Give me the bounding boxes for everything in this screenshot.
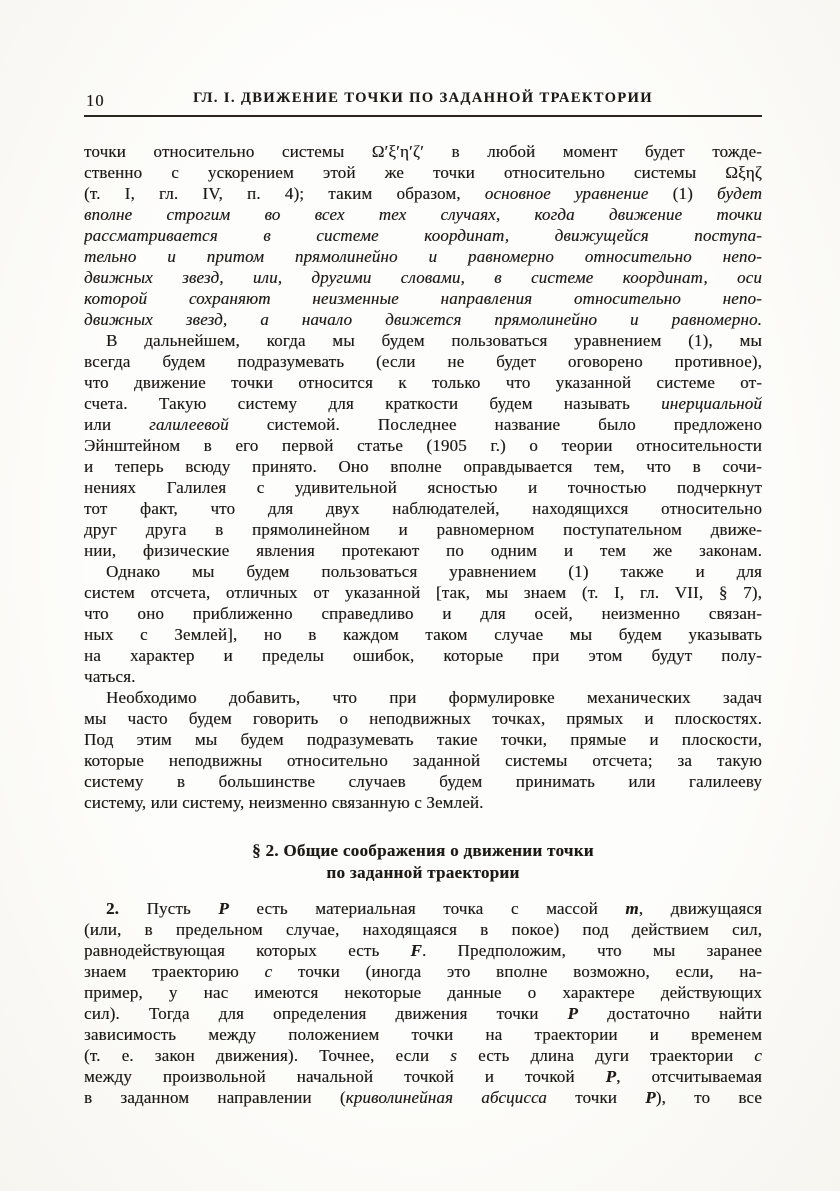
text-segment: достаточно найти — [578, 1004, 762, 1023]
text-line — [84, 1003, 762, 1024]
text-segment: есть материальная точка с массой — [228, 899, 626, 918]
text-line — [84, 771, 762, 792]
text-line — [84, 435, 762, 456]
text-line — [84, 666, 762, 687]
text-segment: есть длина дуги траектории — [457, 1046, 755, 1065]
text-segment: точки (иногда это вполне возможно, если, на- — [272, 962, 762, 981]
text-segment: тот факт, что для двух наблюдателей, находящихся относительно — [84, 499, 762, 518]
page-body — [84, 141, 762, 1108]
text-line — [84, 898, 762, 919]
text-line — [84, 204, 762, 225]
text-line — [84, 477, 762, 498]
text-segment: Однако мы будем пользоваться уравнением (1) также и для — [106, 562, 762, 581]
text-line — [84, 919, 762, 940]
text-segment: между произвольной начальной точкой и точкой — [84, 1067, 606, 1086]
text-segment: систему, или систему, неизменно связанную с Землей. — [84, 793, 484, 812]
section-heading — [84, 840, 762, 884]
text-line — [84, 267, 762, 288]
text-segment: . Предположим, что мы заранее — [422, 941, 762, 960]
text-segment: (т. е. закон движения). Точнее, если — [84, 1046, 451, 1065]
text-segment: будет — [717, 184, 762, 203]
text-segment: движных звезд, или, другими словами, в системе координат, оси — [84, 268, 762, 287]
text-segment: F — [410, 941, 422, 960]
text-line — [84, 1045, 762, 1066]
text-segment: знаем траекторию — [84, 962, 265, 981]
text-line — [84, 645, 762, 666]
text-segment: основное уравнение — [484, 184, 649, 203]
text-segment: нениях Галилея с удивительной ясностью и точностью подчеркнут — [84, 478, 762, 497]
text-segment: что движение точки относится к только что указанной системе от- — [84, 373, 762, 392]
text-segment: m — [625, 899, 639, 918]
text-line — [84, 246, 762, 267]
paragraph — [84, 141, 762, 330]
text-segment: P — [605, 1067, 617, 1086]
text-line — [84, 372, 762, 393]
text-segment: мы часто будем говорить о неподвижных точках, прямых и плоскостях. — [84, 709, 762, 728]
text-segment: 2. — [106, 899, 120, 918]
text-segment: чаться. — [84, 667, 136, 686]
text-line — [84, 1087, 762, 1108]
text-segment: вполне строгим во всех тех случаях, когда движение точки — [84, 205, 762, 224]
paragraph — [84, 330, 762, 561]
text-segment: нии, физические явления протекают по одним и тем же законам. — [84, 541, 762, 560]
text-line — [84, 1024, 762, 1045]
text-segment: (1) — [648, 184, 718, 203]
text-segment: всегда будем подразумевать (если не будет оговорено противное), — [84, 352, 762, 371]
text-segment: систему в большинстве случаев будем принимать или галилееву — [84, 772, 762, 791]
text-segment: или — [84, 415, 150, 434]
text-line — [84, 708, 762, 729]
text-segment: которые неподвижны относительно заданной системы отсчета; за такую — [84, 751, 762, 770]
text-segment: точки — [546, 1088, 646, 1107]
text-segment: P — [218, 899, 229, 918]
text-line — [84, 687, 762, 708]
text-segment: счета. Такую систему для краткости будем называть — [84, 394, 662, 413]
text-segment: тельно и притом прямолинейно и равномерно относительно непо- — [84, 247, 762, 266]
text-line — [84, 498, 762, 519]
text-segment: , отсчитываемая — [616, 1067, 762, 1086]
text-segment: в заданном направлении ( — [84, 1088, 346, 1107]
text-segment: на характер и пределы ошибок, которые при этом будут полу- — [84, 646, 762, 665]
text-line — [84, 792, 762, 813]
text-line — [84, 624, 762, 645]
text-line — [84, 183, 762, 204]
text-segment: системой. Последнее название было предложено — [228, 415, 762, 434]
text-line — [84, 162, 762, 183]
text-line — [84, 982, 762, 1003]
page-header — [84, 90, 762, 110]
text-line — [84, 1066, 762, 1087]
text-line — [84, 750, 762, 771]
text-segment: s — [450, 1046, 458, 1065]
text-line — [84, 456, 762, 477]
text-segment: (т. I, гл. IV, п. 4); таким образом, — [84, 184, 485, 203]
text-segment: систем отсчета, отличных от указанной [так, мы знаем (т. I, гл. VII, § 7), — [84, 583, 762, 602]
text-segment: движных звезд, а начало движется прямолинейно и равномерно. — [84, 310, 762, 329]
text-segment: c — [264, 962, 273, 981]
heading-line: § 2. Общие соображения о движении точки — [252, 841, 594, 860]
text-segment: ственно с ускорением этой же точки относительно системы Ωξηζ — [84, 163, 762, 182]
text-line — [84, 729, 762, 750]
paragraph — [84, 898, 762, 1108]
text-segment: Необходимо добавить, что при формулировке механических задач — [106, 688, 762, 707]
text-segment: P — [645, 1088, 656, 1107]
text-line — [84, 540, 762, 561]
text-line — [84, 940, 762, 961]
paragraph — [84, 561, 762, 687]
text-segment: ных с Землей], но в каждом таком случае мы будем указывать — [84, 625, 762, 644]
text-segment: и теперь всюду принято. Оно вполне оправдывается тем, что в сочи- — [84, 457, 762, 476]
text-segment: которой сохраняют неизменные направления относительно непо- — [84, 289, 762, 308]
text-segment: Пусть — [119, 899, 219, 918]
text-segment: друг друга в прямолинейном и равномерном поступательном движе- — [84, 520, 762, 539]
text-segment: зависимость между положением точки на траектории и временем — [84, 1025, 762, 1044]
text-segment: инерциальной — [661, 394, 762, 413]
text-line — [84, 141, 762, 162]
text-line — [84, 603, 762, 624]
text-segment: c — [754, 1046, 762, 1065]
text-segment: галилеевой — [149, 415, 229, 434]
text-line — [84, 351, 762, 372]
text-line — [84, 225, 762, 246]
text-segment: пример, у нас имеются некоторые данные о характере действующих — [84, 983, 762, 1002]
text-segment: Под этим мы будем подразумевать такие точки, прямые и плоскости, — [84, 730, 762, 749]
heading-line: по заданной траектории — [326, 863, 520, 882]
text-line — [84, 309, 762, 330]
text-segment: В дальнейшем, когда мы будем пользоваться уравнением (1), мы — [106, 331, 762, 350]
text-segment: (или, в предельном случае, находящаяся в покое) под действием сил, — [84, 920, 762, 939]
text-segment: рассматривается в системе координат, движущейся поступа- — [84, 226, 762, 245]
text-line — [84, 330, 762, 351]
text-line — [84, 582, 762, 603]
running-head: ГЛ. I. ДВИЖЕНИЕ ТОЧКИ ПО ЗАДАННОЙ ТРАЕКТОРИИ — [193, 90, 653, 106]
text-line — [84, 288, 762, 309]
text-line — [84, 961, 762, 982]
text-segment: ), то все — [655, 1088, 762, 1107]
page-number: 10 — [86, 91, 105, 110]
text-segment: P — [567, 1004, 579, 1023]
text-segment: что оно приближенно справедливо и для осей, неизменно связан- — [84, 604, 762, 623]
text-segment: равнодействующая которых есть — [84, 941, 411, 960]
text-line — [84, 414, 762, 435]
text-line — [84, 393, 762, 414]
text-line — [84, 519, 762, 540]
header-rule — [84, 115, 762, 117]
text-segment: , движущаяся — [638, 899, 762, 918]
text-segment: криволинейная абсцисса — [345, 1088, 547, 1107]
paragraph — [84, 687, 762, 813]
text-segment: точки относительно системы Ω′ξ′η′ζ′ в любой момент будет тожде- — [84, 142, 762, 161]
text-line — [84, 561, 762, 582]
text-segment: Эйнштейном в его первой статье (1905 г.) о теории относительности — [84, 436, 762, 455]
text-segment: сил). Тогда для определения движения точки — [84, 1004, 568, 1023]
